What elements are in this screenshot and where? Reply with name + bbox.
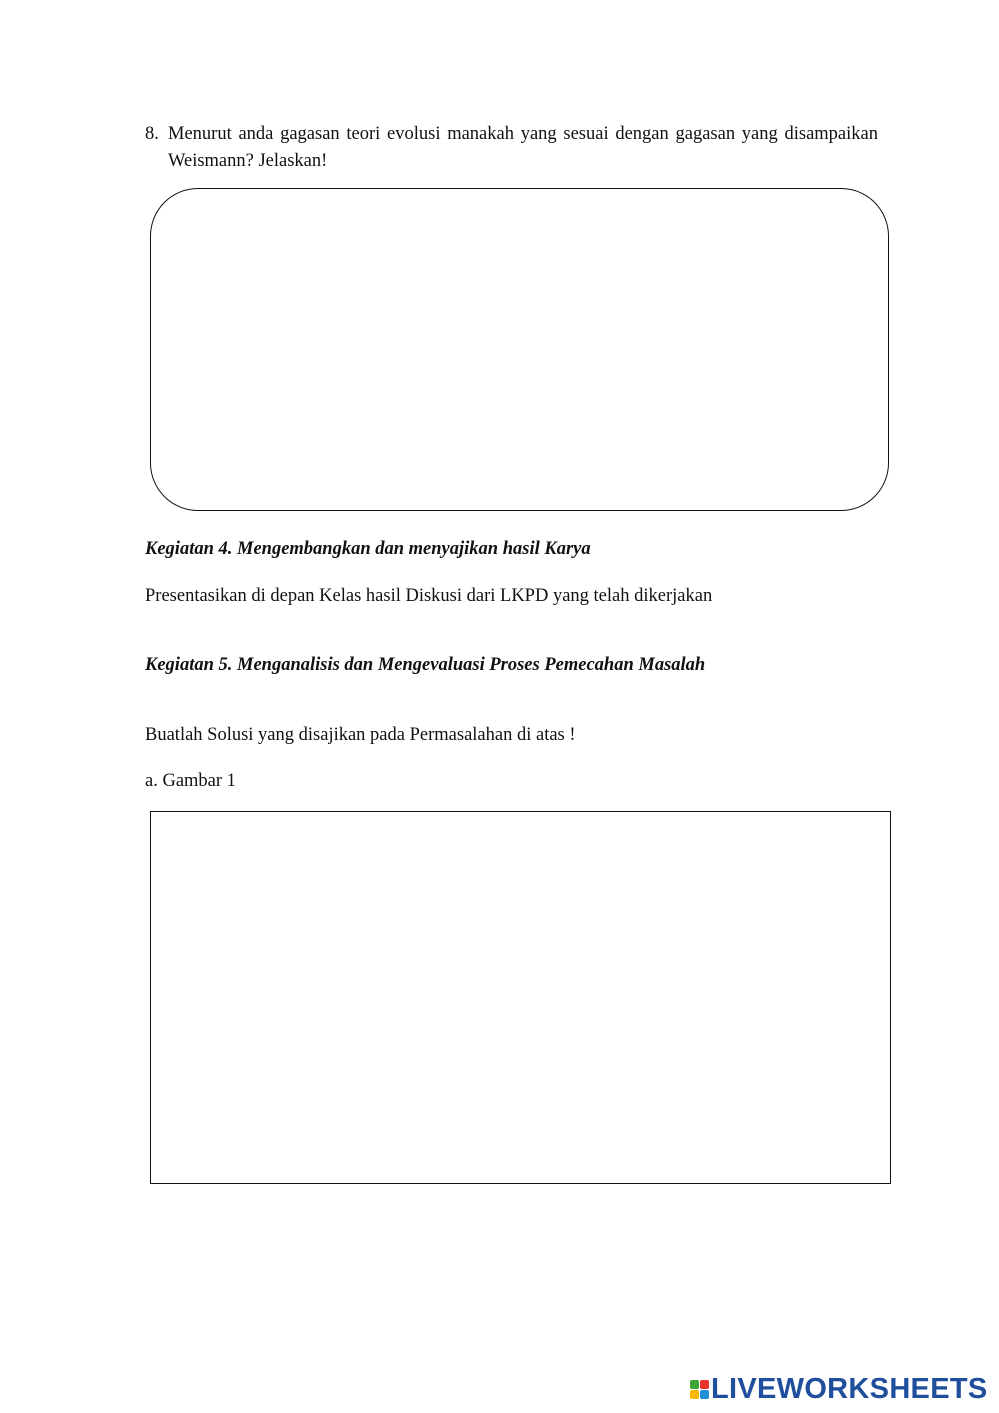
mark-square — [690, 1380, 699, 1389]
liveworksheets-logo — [690, 1372, 988, 1406]
question-number: 8. — [145, 124, 159, 144]
kegiatan-4-heading: Kegiatan 4. Mengembangkan dan menyajikan hasil Karya — [145, 539, 591, 559]
mark-square — [690, 1390, 699, 1399]
kegiatan-5-instruction: Buatlah Solusi yang disajikan pada Permasalahan di atas ! — [145, 725, 576, 745]
sub-item-gambar-1: a. Gambar 1 — [145, 771, 236, 791]
liveworksheets-mark-icon — [690, 1380, 709, 1399]
answer-box-gambar-1[interactable] — [150, 811, 891, 1184]
mark-square — [700, 1390, 709, 1399]
kegiatan-5-heading: Kegiatan 5. Menganalisis dan Mengevaluasi Proses Pemecahan Masalah — [145, 655, 706, 675]
kegiatan-4-instruction: Presentasikan di depan Kelas hasil Diskusi dari LKPD yang telah dikerjakan — [145, 586, 713, 606]
question-text: Menurut anda gagasan teori evolusi manakah yang sesuai dengan gagasan yang disampaikan Weismann? Jelaskan! — [168, 124, 878, 171]
question-8 — [145, 121, 878, 175]
mark-square — [700, 1380, 709, 1389]
answer-box-question-8[interactable] — [150, 188, 889, 511]
brand-name: LIVEWORKSHEETS — [711, 1372, 988, 1405]
